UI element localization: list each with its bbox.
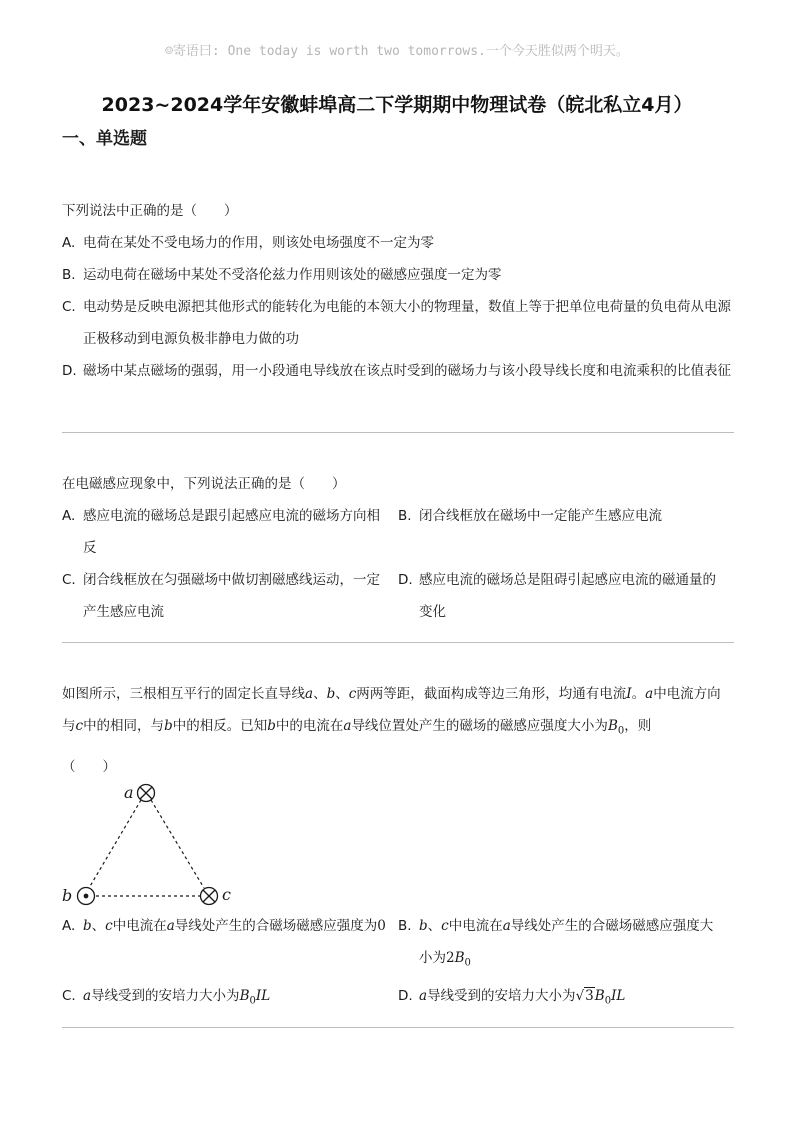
question-3-option-b[interactable]: B. b、c中电流在a导线处产生的合磁场磁感应强度大小为$2B_0$ bbox=[398, 910, 734, 980]
option-label: A. bbox=[62, 508, 76, 524]
option-text: 感应电流的磁场总是跟引起感应电流的磁场方向相反 bbox=[83, 508, 380, 556]
option-label: B. bbox=[398, 508, 412, 524]
option-text: b、c中电流在a导线处产生的合磁场磁感应强度大小为$2B_0$ bbox=[419, 918, 714, 969]
option-text: 电荷在某处不受电场力的作用，则该处电场强度不一定为零 bbox=[83, 235, 434, 251]
option-label: A. bbox=[62, 235, 76, 251]
exam-title: 2023~2024学年安徽蚌埠高二下学期期中物理试卷（皖北私立4月） bbox=[101, 94, 693, 116]
edge-ab bbox=[89, 800, 141, 888]
wire-a-current-into-page-icon bbox=[138, 785, 155, 802]
option-text: 电动势是反映电源把其他形式的能转化为电能的本领大小的物理量，数值上等于把单位电荷量的负电荷从电源正极移动到电源负极非静电力做的功 bbox=[83, 299, 731, 347]
question-2-option-b[interactable] bbox=[398, 500, 734, 564]
question-1-stem: 下列说法中正确的是（ ） bbox=[62, 203, 238, 219]
answer-parentheses: （ ） bbox=[62, 758, 116, 775]
section-heading: 一、单选题 bbox=[62, 129, 147, 149]
option-text: 闭合线框放在匀强磁场中做切割磁感线运动，一定产生感应电流 bbox=[83, 572, 380, 620]
question-divider bbox=[62, 642, 734, 643]
question-3-option-d[interactable]: D. a导线受到的安培力大小为$√3B_0IL$ bbox=[398, 980, 734, 1018]
question-3-option-a[interactable]: A. b、c中电流在a导线处产生的合磁场磁感应强度为0 bbox=[62, 910, 398, 980]
question-2 bbox=[62, 468, 734, 628]
option-text: b、c中电流在a导线处产生的合磁场磁感应强度为0 bbox=[83, 918, 386, 934]
question-divider bbox=[62, 432, 734, 433]
label-b: b bbox=[62, 886, 73, 905]
question-3-option-c[interactable]: C. a导线受到的安培力大小为$B_0IL$ bbox=[62, 980, 398, 1018]
option-text: a导线受到的安培力大小为$B_0IL$ bbox=[83, 987, 271, 1007]
wire-triangle-figure bbox=[58, 776, 248, 908]
question-divider bbox=[62, 1027, 734, 1028]
question-2-option-c[interactable] bbox=[62, 564, 398, 628]
label-a: a bbox=[124, 783, 134, 802]
option-text: 运动电荷在磁场中某处不受洛伦兹力作用则该处的磁感应强度一定为零 bbox=[83, 267, 502, 283]
option-text: a导线受到的安培力大小为$√3B_0IL$ bbox=[419, 987, 626, 1007]
question-3-options bbox=[62, 910, 734, 1017]
option-text: 感应电流的磁场总是阻碍引起感应电流的磁通量的变化 bbox=[419, 572, 716, 620]
question-2-stem: 在电磁感应现象中，下列说法正确的是（ ） bbox=[62, 476, 346, 492]
option-label: B. bbox=[62, 267, 76, 283]
option-label: C. bbox=[62, 572, 76, 588]
question-3 bbox=[62, 678, 734, 783]
option-text: 磁场中某点磁场的强弱，用一小段通电导线放在该点时受到的磁场力与该小段导线长度和电流乘积的比值表征 bbox=[83, 363, 731, 379]
wire-b-current-out-of-page-icon bbox=[78, 888, 95, 905]
option-text: 闭合线框放在磁场中一定能产生感应电流 bbox=[419, 508, 662, 524]
question-1-option-c[interactable] bbox=[62, 291, 734, 355]
sqrt-expression: √3 bbox=[575, 987, 594, 1004]
question-1-option-b[interactable] bbox=[62, 259, 734, 291]
label-c: c bbox=[222, 885, 231, 904]
option-label: C. bbox=[62, 299, 76, 315]
wire-c-current-into-page-icon bbox=[201, 888, 218, 905]
question-1 bbox=[62, 195, 734, 387]
edge-ac bbox=[151, 800, 204, 888]
question-2-option-d[interactable] bbox=[398, 564, 734, 628]
option-label: D. bbox=[398, 572, 413, 588]
motto-header: ☺寄语曰: One today is worth two tomorrows.一个今天胜似两个明天。 bbox=[165, 44, 629, 59]
question-1-option-d[interactable] bbox=[62, 355, 734, 387]
question-1-option-a[interactable] bbox=[62, 227, 734, 259]
question-3-stem: 如图所示，三根相互平行的固定长直导线a、b、c两两等距，截面构成等边三角形，均通有电流I。a中电流方向与c中的相同，与b中的相反。已知b中的电流在a导线位置处产生的磁场的磁感应强度大小为$B_0$，则 bbox=[62, 686, 721, 737]
option-label: D. bbox=[62, 363, 77, 379]
question-2-option-a[interactable] bbox=[62, 500, 398, 564]
